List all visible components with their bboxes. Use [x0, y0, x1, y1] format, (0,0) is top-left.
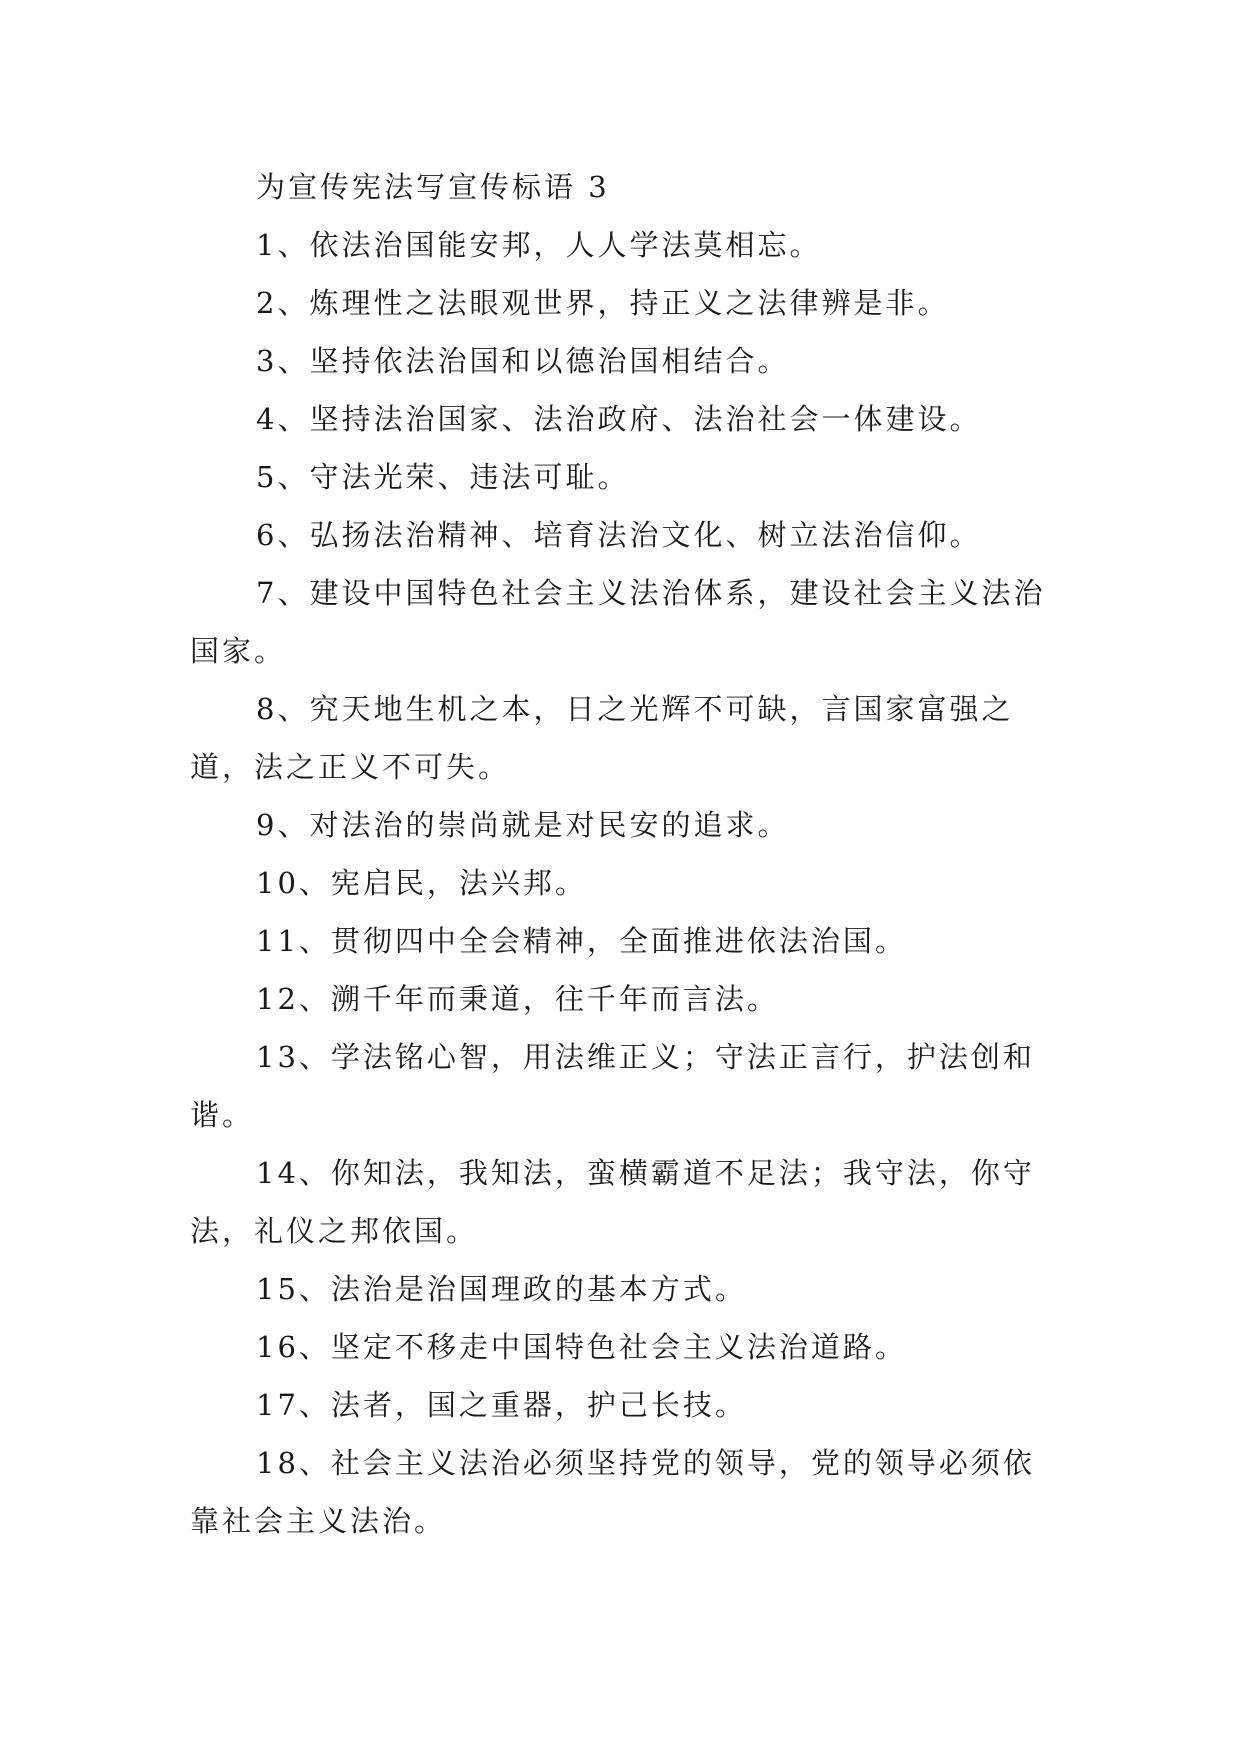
slogan-item-18: 18、社会主义法治必须坚持党的领导，党的领导必须依靠社会主义法治。 — [190, 1446, 1035, 1538]
slogan-item-11: 11、贯彻四中全会精神，全面推进依法治国。 — [256, 924, 907, 958]
slogan-item-8: 8、究天地生机之本，日之光辉不可缺，言国家富强之道，法之正义不可失。 — [190, 692, 1014, 784]
slogan-item-4: 4、坚持法治国家、法治政府、法治社会一体建设。 — [256, 402, 982, 436]
slogan-item-10: 10、宪启民，法兴邦。 — [256, 866, 587, 900]
slogan-item-5: 5、守法光荣、违法可耻。 — [256, 460, 630, 494]
slogan-item-2: 2、炼理性之法眼观世界，持正义之法律辨是非。 — [256, 286, 950, 320]
slogan-item-16: 16、坚定不移走中国特色社会主义法治道路。 — [256, 1330, 907, 1364]
slogan-item-9: 9、对法治的崇尚就是对民安的追求。 — [256, 808, 790, 842]
document-title: 为宣传宪法写宣传标语 3 — [256, 170, 610, 204]
slogan-item-3: 3、坚持依法治国和以德治国相结合。 — [256, 344, 790, 378]
slogan-item-1: 1、依法治国能安邦，人人学法莫相忘。 — [256, 228, 822, 262]
slogan-item-13: 13、学法铭心智，用法维正义；守法正言行，护法创和谐。 — [190, 1040, 1035, 1132]
slogan-item-14: 14、你知法，我知法，蛮横霸道不足法；我守法，你守法，礼仪之邦依国。 — [190, 1156, 1035, 1248]
document-body — [190, 158, 1052, 1550]
slogan-item-17: 17、法者，国之重器，护己长技。 — [256, 1388, 747, 1422]
slogan-item-6: 6、弘扬法治精神、培育法治文化、树立法治信仰。 — [256, 518, 982, 552]
slogan-item-15: 15、法治是治国理政的基本方式。 — [256, 1272, 747, 1306]
slogan-item-12: 12、溯千年而秉道，往千年而言法。 — [256, 982, 779, 1016]
slogan-item-7: 7、建设中国特色社会主义法治体系，建设社会主义法治国家。 — [190, 576, 1046, 668]
